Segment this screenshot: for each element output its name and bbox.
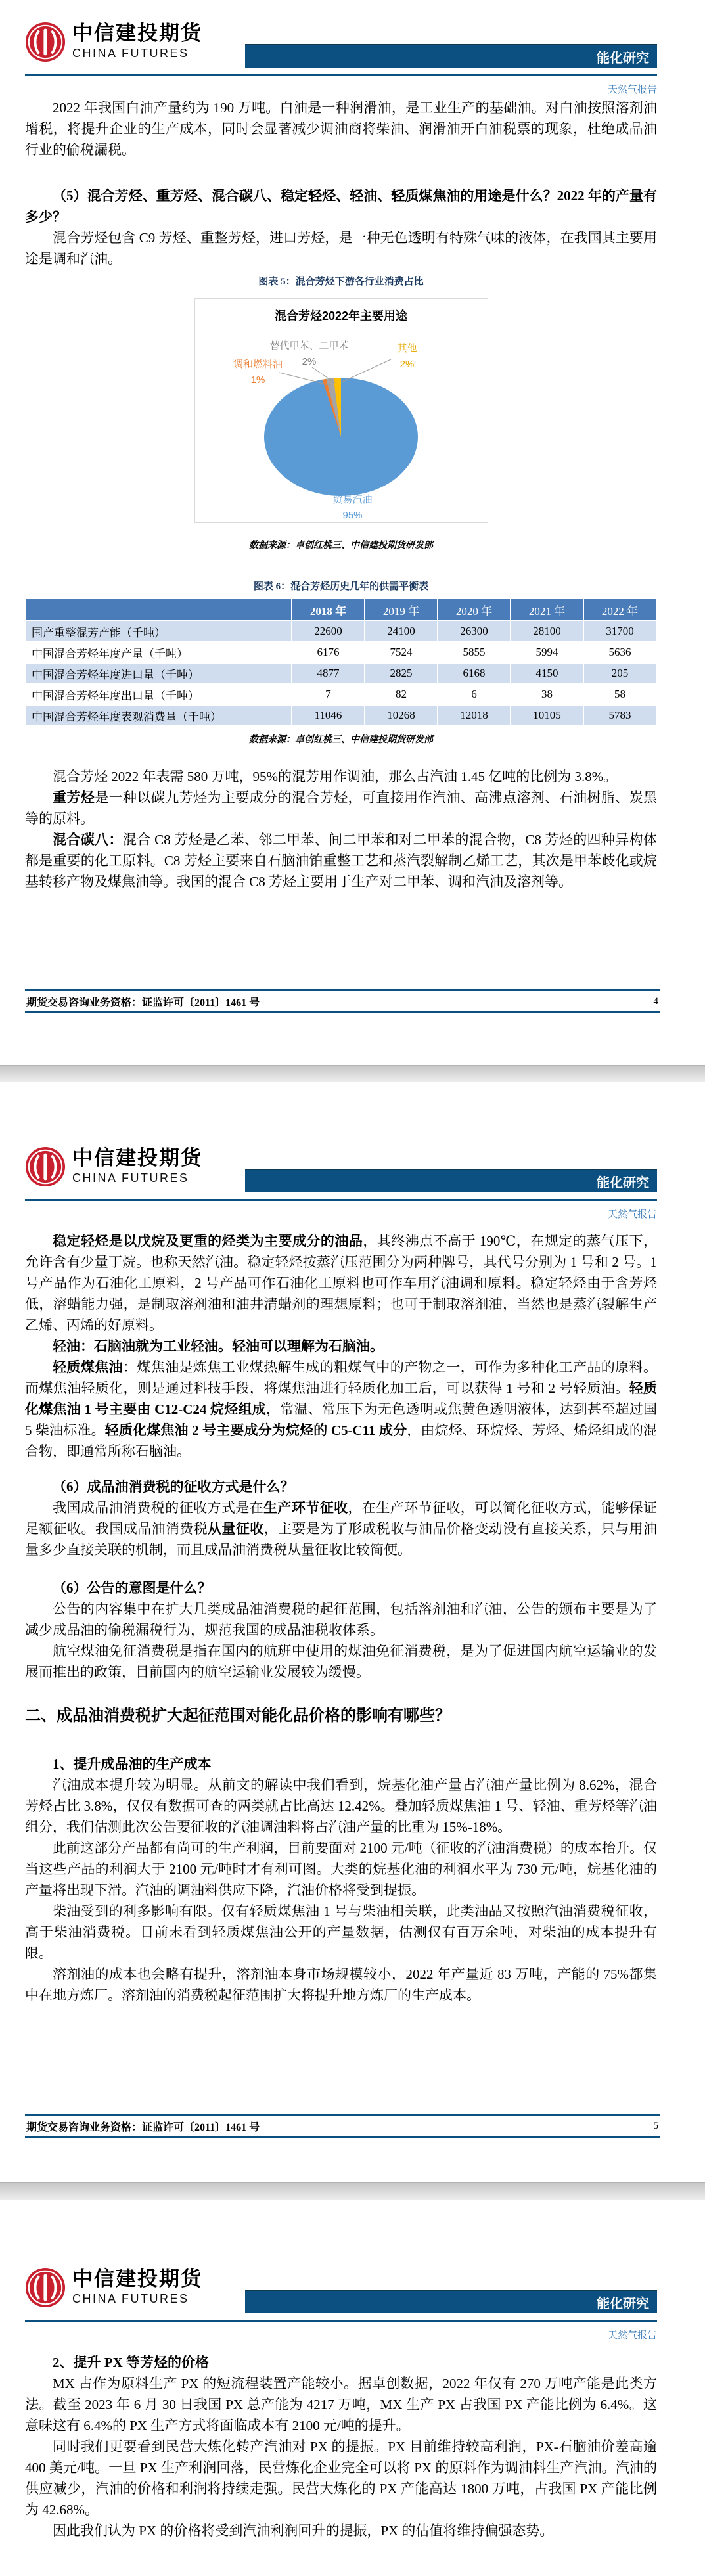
text-run: 混合碳八： <box>53 832 123 847</box>
row-label: 中国混合芳烃年度出口量（千吨） <box>26 684 292 705</box>
col-2018: 2018 年 <box>292 599 365 621</box>
balance-table <box>25 598 657 727</box>
cell-value: 6 <box>438 684 511 705</box>
figure6-caption: 图表 6：混合芳烃历史几年的供需平衡表 <box>253 581 429 592</box>
text-run: 轻质煤焦油 <box>53 1359 124 1375</box>
paragraph-qingyou <box>25 1336 657 1357</box>
cell-value: 22600 <box>292 621 365 642</box>
row-label: 中国混合芳烃年度进口量（千吨） <box>26 663 292 684</box>
page-1 <box>0 0 705 1065</box>
cell-value: 5783 <box>583 705 656 726</box>
header-rule <box>25 74 657 76</box>
col-2022: 2022 年 <box>583 599 656 621</box>
text-run: ，由烷烃、环烷烃、芳烃、烯烃组成的混合物，即通常所称石脑油。 <box>25 1422 657 1459</box>
pie-label-tiaohe-text: 调和燃料油 <box>233 359 283 370</box>
pie-label-tidai-value: 2% <box>302 356 317 367</box>
brand-name-cn: 中信建投期货 <box>72 2267 202 2290</box>
dept-banner-label: 能化研究 <box>597 51 649 66</box>
dept-banner <box>245 1169 657 1192</box>
paragraph-qingzhimeijiaoyou <box>25 1357 657 1462</box>
report-header <box>25 2267 657 2341</box>
cell-value: 10268 <box>365 705 438 726</box>
cell-value: 28100 <box>511 621 583 642</box>
report-tag: 天然气报告 <box>607 2330 657 2341</box>
cell-value: 58 <box>583 684 656 705</box>
col-2021: 2021 年 <box>511 599 583 621</box>
brand-name-cn: 中信建投期货 <box>72 22 202 45</box>
balance-table-header <box>26 599 656 621</box>
page-number: 4 <box>653 995 658 1006</box>
cell-value: 12018 <box>438 705 511 726</box>
question6b-heading: （6）公告的意图是什么？ <box>53 1580 212 1596</box>
cell-value: 24100 <box>365 621 438 642</box>
pie-label-qita-text: 其他 <box>397 343 417 354</box>
paragraph-mx: MX 占作为原料生产 PX 的短流程装置产能较小。据卓创数据，2022 年仅有 270 万吨产能是此类方法。截至 2023 年 6 月 30 日我国 PX 总产能为 4217 万吨，MX 生产 PX 占我国 PX 产能比例为 6.4%。这意味这有 6.4%的 PX 生产方式将面临成本有 2100 元/吨的提升。 <box>25 2376 657 2433</box>
table-row <box>26 642 656 663</box>
paragraph-qiyouchengben: 汽油成本提升较为明显。从前文的解读中我们看到，烷基化油产量占汽油产量比例为 8.62%，混合芳烃占比 3.8%，仅仅有数据可查的两类就占比高达 12.42%。叠加轻质煤焦油 1 号、轻油、重芳烃等汽油组分，我们估测此次公告要征收的汽油调油料将占汽油产量的比重为 15%-18%。 <box>25 1777 657 1835</box>
cell-value: 11046 <box>292 705 365 726</box>
dept-banner-label: 能化研究 <box>597 1175 649 1190</box>
footer-qualification: 期货交易咨询业务资格：证监许可〔2011〕1461 号 <box>26 2121 260 2133</box>
cell-value: 82 <box>365 684 438 705</box>
cell-value: 5855 <box>438 642 511 663</box>
figure6-source: 数据来源：卓创红桃三、中信建投期货研发部 <box>249 735 433 745</box>
text-run: 轻质化煤焦油 2 号主要成分为烷烃的 C5-C11 成分 <box>104 1422 407 1438</box>
cell-value: 7 <box>292 684 365 705</box>
page-separator <box>0 2182 705 2200</box>
page-3 <box>0 2200 705 2576</box>
dept-banner <box>245 2290 657 2313</box>
report-tag: 天然气报告 <box>607 1209 657 1220</box>
cell-value: 205 <box>583 663 656 684</box>
text-run: 混合 C8 芳烃是乙苯、邻二甲苯、间二甲苯和对二甲苯的混合物，C8 芳烃的四种异构体都是重要的化工原料。C8 芳烃主要来自石脑油铂重整工艺和蒸汽裂解制乙烯工艺，其次是甲苯歧化或烷基转移产物及煤焦油等。我国的混合 C8 芳烃主要用于生产对二甲苯、调和汽油及溶剂等。 <box>25 832 658 890</box>
col-2019: 2019 年 <box>365 599 438 621</box>
text-run: ，在生产环节征收，可以简化征收方式，能够保证足额征收。我国成品油消费税 <box>25 1500 658 1537</box>
pie-label-tiaohe <box>233 357 283 388</box>
page3-content <box>25 2352 657 2541</box>
cell-value: 10105 <box>511 705 583 726</box>
text-run: ：煤焦油是炼焦工业煤热解生成的粗煤气中的产物之一，可作为多种化工产品的原料。而煤焦油轻质化，则是通过科技手段，将煤焦油进行轻质化加工后，可以获得 1 号和 2 号轻质油。 <box>25 1359 658 1396</box>
figure5-caption: 图表 5：混合芳烃下游各行业消费占比 <box>258 277 424 287</box>
text-run: ，主要是为了形成税收与油品价格变动没有直接关系，只与用油量多少直接关联的机制，而且成品油消费税从量征收比较简便。 <box>25 1521 658 1558</box>
paragraph-px-jiazhi: 因此我们认为 PX 的价格将受到汽油利润回升的提振，PX 的估值将维持偏强态势。 <box>53 2523 554 2539</box>
header-rule <box>25 1199 657 1201</box>
table-row <box>26 663 656 684</box>
cell-value: 31700 <box>583 621 656 642</box>
report-tag: 天然气报告 <box>607 85 657 95</box>
text-run: 是一种以碳九芳烃为主要成分的混合芳烃，可直接用作汽油、高沸点溶剂、石油树脂、炭黑等的原料。 <box>25 790 658 826</box>
col-2020: 2020 年 <box>438 599 511 621</box>
corner-cell <box>26 599 292 621</box>
question6a-heading: （6）成品油消费税的征收方式是什么？ <box>53 1479 294 1495</box>
dept-banner <box>245 44 657 68</box>
row-label: 国产重整混芳产能（千吨） <box>26 621 292 642</box>
text-run: 重芳烃 <box>53 790 95 805</box>
page-separator <box>0 1065 705 1082</box>
subsection1-heading: 1、提升成品油的生产成本 <box>53 1756 212 1772</box>
text-run: ，常温、常压下为无色透明或焦黄色透明液体，达到甚至超过国 5 柴油标准。 <box>25 1401 657 1438</box>
citic-logo-icon <box>25 22 66 62</box>
paragraph-hangkongmeiyou: 航空煤油免征消费税是指在国内的航班中使用的煤油免征消费税，是为了促进国内航空运输业的发展而推出的政策，目前国内的航空运输业发展较为缓慢。 <box>25 1643 657 1680</box>
page-number: 5 <box>653 2120 658 2131</box>
row-label: 中国混合芳烃年度产量（千吨） <box>26 642 292 663</box>
balance-table-body <box>26 621 656 726</box>
page-2 <box>0 1082 705 2182</box>
dept-banner-label: 能化研究 <box>597 2296 649 2311</box>
text-run: 我国成品油消费税的征收方式是在 <box>53 1500 264 1516</box>
table-header-row <box>26 599 656 621</box>
brand-name-en: CHINA FUTURES <box>72 2292 189 2305</box>
pie-chart <box>264 378 418 496</box>
paragraph-biaoxu: 混合芳烃 2022 年表需 580 万吨，95%的混芳用作调油，那么占汽油 1.45 亿吨的比例为 3.8%。 <box>53 769 618 784</box>
page2-content <box>25 1231 657 2006</box>
figure5-source: 数据来源：卓创红桃三、中信建投期货研发部 <box>249 541 433 551</box>
cell-value: 2825 <box>365 663 438 684</box>
report-header <box>25 22 657 95</box>
cell-value: 38 <box>511 684 583 705</box>
page1-content <box>25 97 657 892</box>
cell-value: 4150 <box>511 663 583 684</box>
section2-heading: 二、成品油消费税扩大起征范围对能化品价格的影响有哪些？ <box>25 1707 451 1725</box>
paragraph-rongjiyou: 溶剂油的成本也会略有提升，溶剂油本身市场规模较小，2022 年产量近 83 万吨，产能的 75%都集中在地方炼厂。溶剂油的消费税起征范围扩大将提升地方炼厂的生产成本。 <box>25 1966 657 2003</box>
paragraph-hunhetanba <box>25 829 657 892</box>
text-run: 生产环节征收 <box>263 1500 348 1516</box>
pie-label-maoyi-text: 贸易汽油 <box>332 494 373 505</box>
pie-chart-title: 混合芳烃2022年主要用途 <box>274 309 408 323</box>
pie-label-tidai-text: 替代甲苯、二甲苯 <box>269 340 349 351</box>
text-run: 从量征收 <box>208 1521 264 1537</box>
cell-value: 5636 <box>583 642 656 663</box>
brand-name-cn: 中信建投期货 <box>72 1146 202 1169</box>
brand-name-en: CHINA FUTURES <box>72 47 189 60</box>
page2-footer <box>25 2114 660 2138</box>
cell-value: 26300 <box>438 621 511 642</box>
paragraph-hunfang: 混合芳烃包含 C9 芳烃、重整芳烃，进口芳烃，是一种无色透明有特殊气味的液体，在我国其主要用途是调和汽油。 <box>25 230 657 267</box>
paragraph-zhengshou <box>25 1497 657 1560</box>
citic-logo-icon <box>25 2267 66 2308</box>
table-row <box>26 705 656 726</box>
text-run: 轻质化煤焦油 1 号主要由 C12-C24 烷烃组成 <box>25 1380 658 1417</box>
paragraph-px-lianhua: 同时我们更要看到民营大炼化转产汽油对 PX 的提振。PX 目前维持较高利润，PX-石脑油价差高逾 400 美元/吨。一旦 PX 生产利润回落，民营炼化企业完全可以将 PX 的原料作为调油料生产汽油。汽油的供应减少，汽油的价格和利润将持续走强。民营大炼化的 PX 产能高达 1800 万吨，占我国 PX 产能比例为 42.68%。 <box>25 2439 657 2518</box>
brand-logo <box>25 22 202 62</box>
paragraph-gonggao: 公告的内容集中在扩大几类成品油消费税的起征范围，包括溶剂油和汽油，公告的颁布主要是为了减少成品油的偷税漏税行为，规范我国的成品油税收体系。 <box>25 1601 657 1638</box>
paragraph-zhongfangting <box>25 787 657 829</box>
text-run: 轻油：石脑油就为工业轻油。轻油可以理解为石脑油。 <box>53 1338 384 1354</box>
brand-text <box>72 1146 202 1186</box>
brand-text <box>72 2267 202 2307</box>
table-row <box>26 621 656 642</box>
paragraph-wendingqingting <box>25 1231 657 1336</box>
footer-qualification: 期货交易咨询业务资格：证监许可〔2011〕1461 号 <box>26 997 260 1008</box>
cell-value: 6176 <box>292 642 365 663</box>
pie-label-qita-value: 2% <box>399 359 415 370</box>
text-run: ，其终沸点不高于 190℃，在规定的蒸气压下，允许含有少量丁烷。也称天然汽油。稳定轻烃按蒸汽压范围分为两种牌号，其代号分别为 1 号和 2 号。1 号产品作为石油化工原料，2 号产品可作石油化工原料也可作车用汽油调和原料。稳定轻烃由于含芳烃低，溶蜡能力强，是制取溶剂油和油井清蜡剂的理想原料；也可于制取溶剂油，当然也是蒸汽裂解生产乙烯、丙烯的好原料。 <box>25 1233 657 1333</box>
brand-logo <box>25 2267 202 2308</box>
text-run: 稳定轻烃是以戊烷及更重的烃类为主要成分的油品 <box>53 1233 363 1249</box>
cell-value: 6168 <box>438 663 511 684</box>
paragraph-chaiyou: 柴油受到的利多影响有限。仅有轻质煤焦油 1 号与柴油相关联，此类油品又按照汽油消费税征收，高于柴油消费税。目前未看到轻质煤焦油公开的产量数据，估测仅有百万余吨，对柴油的成本提升有限。 <box>25 1903 657 1961</box>
brand-name-en: CHINA FUTURES <box>72 1171 189 1185</box>
cell-value: 7524 <box>365 642 438 663</box>
report-header <box>25 1146 657 1220</box>
pie-label-maoyi-value: 95% <box>342 510 363 521</box>
pie-label-tiaohe-value: 1% <box>250 374 265 386</box>
paragraph-lirun: 此前这部分产品都有尚可的生产利润，目前要面对 2100 元/吨（征收的汽油消费税）的成本抬升。仅当这些产品的利润大于 2100 元/吨时才有利可图。大类的烷基化油的利润水平为 730 元/吨，烷基化油的产量将出现下滑。汽油的调油料供应下降，汽油价格将受到提振。 <box>25 1840 657 1898</box>
pie-label-maoyi <box>332 492 372 524</box>
brand-logo <box>25 1146 202 1187</box>
header-rule <box>25 2320 657 2322</box>
table-row <box>26 684 656 705</box>
subsection2-heading: 2、提升 PX 等芳烃的价格 <box>53 2355 209 2370</box>
question5-heading: （5）混合芳烃、重芳烃、混合碳八、稳定轻烃、轻油、轻质煤焦油的用途是什么？2022 年的产量有多少？ <box>25 188 657 225</box>
citic-logo-icon <box>25 1146 66 1187</box>
brand-text <box>72 22 202 61</box>
pie-label-qita <box>397 341 417 373</box>
cell-value: 5994 <box>511 642 583 663</box>
row-label: 中国混合芳烃年度表观消费量（千吨） <box>26 705 292 726</box>
cell-value: 4877 <box>292 663 365 684</box>
page1-footer <box>25 989 660 1013</box>
paragraph-baiyou: 2022 年我国白油产量约为 190 万吨。白油是一种润滑油，是工业生产的基础油。对白油按照溶剂油增税，将提升企业的生产成本，同时会显著减少调油商将柴油、润滑油开白油税票的现象，杜绝成品油行业的偷税漏税。 <box>25 100 657 158</box>
pie-chart-figure <box>194 298 488 523</box>
